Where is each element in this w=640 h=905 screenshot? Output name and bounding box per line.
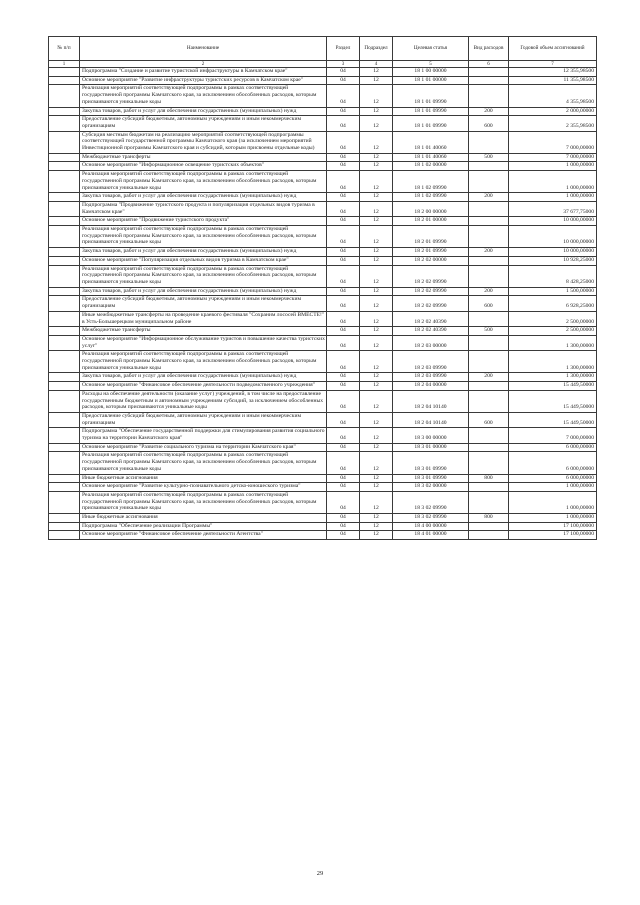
row-number-cell — [49, 107, 80, 116]
row-number-cell — [49, 327, 80, 336]
row-podrazdel-cell: 12 — [360, 327, 393, 336]
row-name-cell: Подпрограмма "Обеспечение государственной поддержки для стимулирования развития социального туризма на территории Камчатского края" — [80, 428, 327, 443]
row-name-cell: Реализация мероприятий соответствующей подпрограммы в рамках соответствующей государственной программы Камчатского края, за исключением обособленных расходов, которым присваиваются уникальные коды — [80, 351, 327, 373]
table-row — [49, 107, 597, 116]
row-target-article-cell: 18 2 03 09990 — [393, 351, 469, 373]
row-expense-type-cell: 200 — [469, 107, 509, 116]
row-podrazdel-cell: 12 — [360, 201, 393, 216]
row-number-cell — [49, 491, 80, 513]
table-row — [49, 351, 597, 373]
row-podrazdel-cell: 12 — [360, 171, 393, 193]
row-amount-cell: 15 449,50000 — [509, 412, 597, 427]
row-podrazdel-cell: 12 — [360, 483, 393, 492]
row-target-article-cell: 18 3 02 09990 — [393, 491, 469, 513]
row-target-article-cell: 18 3 01 09990 — [393, 474, 469, 483]
row-expense-type-cell — [469, 443, 509, 452]
row-name-cell: Реализация мероприятий соответствующей подпрограммы в рамках соответствующей государственной программы Камчатского края, за исключением обособленных расходов, которым присваиваются уникальные коды — [80, 491, 327, 513]
row-number-cell — [49, 311, 80, 326]
row-expense-type-cell — [469, 483, 509, 492]
row-expense-type-cell — [469, 311, 509, 326]
row-number-cell — [49, 162, 80, 171]
col-header-expense-type: Вид расходов — [469, 37, 509, 61]
row-expense-type-cell — [469, 256, 509, 265]
row-target-article-cell: 18 1 01 09990 — [393, 116, 469, 131]
row-target-article-cell: 18 2 01 09990 — [393, 226, 469, 248]
row-number-cell — [49, 171, 80, 193]
row-name-cell: Основное мероприятие "Финансовое обеспечение деятельности Агентства" — [80, 531, 327, 540]
table-row — [49, 131, 597, 153]
row-amount-cell: 4 355,98500 — [509, 85, 597, 107]
row-name-cell: Подпрограмма "Продвижение туристского продукта и популяризация отдельных видов туризма в Камчатском крае" — [80, 201, 327, 216]
row-name-cell: Субсидия местным бюджетам на реализацию мероприятий соответствующей подпрограммы соответствующей государственной программы Камчатского края (за исключением мероприятий Инвестиционной программы Камчатского края и субсидий, которым присвоены отдельные коды) — [80, 131, 327, 153]
row-amount-cell: 7 000,00000 — [509, 153, 597, 162]
row-target-article-cell: 18 3 01 09990 — [393, 452, 469, 474]
row-target-article-cell: 18 2 02 00000 — [393, 256, 469, 265]
row-razdel-cell: 04 — [327, 327, 360, 336]
row-razdel-cell: 04 — [327, 390, 360, 412]
row-amount-cell: 15 449,50000 — [509, 390, 597, 412]
row-number-cell — [49, 217, 80, 226]
row-amount-cell: 10 000,00000 — [509, 226, 597, 248]
row-podrazdel-cell: 12 — [360, 443, 393, 452]
row-podrazdel-cell: 12 — [360, 311, 393, 326]
table-column-numbers-row — [49, 61, 597, 68]
row-amount-cell: 1 300,00000 — [509, 335, 597, 350]
row-number-cell — [49, 193, 80, 202]
table-row — [49, 193, 597, 202]
row-expense-type-cell — [469, 531, 509, 540]
row-amount-cell: 1 000,00000 — [509, 491, 597, 513]
row-amount-cell: 10 000,00000 — [509, 248, 597, 257]
row-target-article-cell: 18 3 00 00000 — [393, 428, 469, 443]
row-number-cell — [49, 226, 80, 248]
row-amount-cell: 1 300,00000 — [509, 373, 597, 382]
row-expense-type-cell: 600 — [469, 412, 509, 427]
row-name-cell: Реализация мероприятий соответствующей подпрограммы в рамках соответствующей государственной программы Камчатского края, за исключением обособленных расходов, которым присваиваются уникальные коды — [80, 226, 327, 248]
row-expense-type-cell: 800 — [469, 514, 509, 523]
row-name-cell: Реализация мероприятий соответствующей подпрограммы в рамках соответствующей государственной программы Камчатского края, за исключением обособленных расходов, которым присваиваются уникальные коды — [80, 265, 327, 287]
table-row — [49, 171, 597, 193]
row-number-cell — [49, 248, 80, 257]
row-podrazdel-cell: 12 — [360, 116, 393, 131]
row-amount-cell: 8 428,25000 — [509, 265, 597, 287]
row-expense-type-cell — [469, 522, 509, 531]
table-row — [49, 522, 597, 531]
row-expense-type-cell — [469, 201, 509, 216]
row-podrazdel-cell: 12 — [360, 452, 393, 474]
col-number: 4 — [360, 61, 393, 68]
row-podrazdel-cell: 12 — [360, 296, 393, 311]
row-name-cell: Предоставление субсидий бюджетным, автономным учреждениям и иным некоммерческим организациям — [80, 412, 327, 427]
row-podrazdel-cell: 12 — [360, 162, 393, 171]
row-podrazdel-cell: 12 — [360, 382, 393, 391]
row-target-article-cell: 18 3 02 00000 — [393, 483, 469, 492]
row-target-article-cell: 18 1 02 00000 — [393, 162, 469, 171]
row-expense-type-cell — [469, 335, 509, 350]
row-amount-cell: 2 500,00000 — [509, 327, 597, 336]
row-podrazdel-cell: 12 — [360, 287, 393, 296]
table-row — [49, 116, 597, 131]
row-number-cell — [49, 68, 80, 77]
row-expense-type-cell: 800 — [469, 474, 509, 483]
row-target-article-cell: 18 2 02 40390 — [393, 311, 469, 326]
table-row — [49, 153, 597, 162]
row-expense-type-cell: 200 — [469, 373, 509, 382]
row-amount-cell: 7 000,00000 — [509, 131, 597, 153]
row-number-cell — [49, 514, 80, 523]
row-amount-cell: 15 449,50000 — [509, 382, 597, 391]
row-number-cell — [49, 335, 80, 350]
table-row — [49, 390, 597, 412]
row-podrazdel-cell: 12 — [360, 217, 393, 226]
row-razdel-cell: 04 — [327, 335, 360, 350]
row-amount-cell: 37 677,75000 — [509, 201, 597, 216]
row-number-cell — [49, 296, 80, 311]
row-target-article-cell: 18 2 04 00000 — [393, 382, 469, 391]
row-amount-cell: 1 000,00000 — [509, 514, 597, 523]
table-row — [49, 335, 597, 350]
row-podrazdel-cell: 12 — [360, 531, 393, 540]
row-name-cell: Межбюджетные трансферты — [80, 327, 327, 336]
row-name-cell: Реализация мероприятий соответствующей подпрограммы в рамках соответствующей государственной программы Камчатского края, за исключением обособленных расходов, которым присваиваются уникальные коды — [80, 171, 327, 193]
table-row — [49, 531, 597, 540]
row-name-cell: Закупка товаров, работ и услуг для обеспечения государственных (муниципальных) нужд — [80, 248, 327, 257]
row-amount-cell: 1 300,00000 — [509, 351, 597, 373]
table-row — [49, 382, 597, 391]
row-name-cell: Подпрограмма "Обеспечение реализации Программы" — [80, 522, 327, 531]
row-name-cell: Основное мероприятие "Информационное обслуживание туристов и повышение качества туристских услуг" — [80, 335, 327, 350]
row-target-article-cell: 18 4 00 00000 — [393, 522, 469, 531]
col-number: 7 — [509, 61, 597, 68]
row-expense-type-cell — [469, 76, 509, 85]
col-number: 3 — [327, 61, 360, 68]
row-podrazdel-cell: 12 — [360, 474, 393, 483]
row-podrazdel-cell: 12 — [360, 522, 393, 531]
row-amount-cell: 11 355,98500 — [509, 76, 597, 85]
row-number-cell — [49, 256, 80, 265]
row-razdel-cell: 04 — [327, 256, 360, 265]
row-target-article-cell: 18 1 01 40060 — [393, 131, 469, 153]
row-number-cell — [49, 483, 80, 492]
row-expense-type-cell: 500 — [469, 327, 509, 336]
row-number-cell — [49, 153, 80, 162]
table-row — [49, 373, 597, 382]
row-amount-cell: 1 000,00000 — [509, 193, 597, 202]
row-amount-cell: 1 000,00000 — [509, 171, 597, 193]
table-row — [49, 412, 597, 427]
row-name-cell: Расходы на обеспечение деятельности (оказание услуг) учреждений, в том числе на предоставление государственным бюджетным и автономным учреждениям субсидий, за исключением обособленных расходов, которым присваиваются уникальные коды — [80, 390, 327, 412]
budget-table — [48, 36, 597, 540]
row-razdel-cell: 04 — [327, 226, 360, 248]
row-expense-type-cell — [469, 226, 509, 248]
row-podrazdel-cell: 12 — [360, 76, 393, 85]
row-expense-type-cell: 200 — [469, 287, 509, 296]
row-name-cell: Реализация мероприятий соответствующей подпрограммы в рамках соответствующей государственной программы Камчатского края, за исключением обособленных расходов, которым присваиваются уникальные коды — [80, 452, 327, 474]
row-amount-cell: 6 000,00000 — [509, 443, 597, 452]
row-amount-cell: 10 000,00000 — [509, 217, 597, 226]
row-target-article-cell: 18 2 03 09990 — [393, 373, 469, 382]
row-razdel-cell: 04 — [327, 531, 360, 540]
col-header-annual-amount: Годовой объем ассигнований — [509, 37, 597, 61]
row-amount-cell: 10 928,25000 — [509, 256, 597, 265]
table-row — [49, 428, 597, 443]
col-number: 1 — [49, 61, 80, 68]
table-row — [49, 483, 597, 492]
row-podrazdel-cell: 12 — [360, 131, 393, 153]
row-number-cell — [49, 201, 80, 216]
row-razdel-cell: 04 — [327, 474, 360, 483]
row-target-article-cell: 18 2 02 40390 — [393, 327, 469, 336]
row-number-cell — [49, 131, 80, 153]
row-number-cell — [49, 116, 80, 131]
row-number-cell — [49, 412, 80, 427]
row-razdel-cell: 04 — [327, 382, 360, 391]
row-name-cell: Иные бюджетные ассигнования — [80, 474, 327, 483]
row-number-cell — [49, 287, 80, 296]
table-row — [49, 76, 597, 85]
row-target-article-cell: 18 2 01 09990 — [393, 248, 469, 257]
row-razdel-cell: 04 — [327, 311, 360, 326]
table-row — [49, 474, 597, 483]
row-podrazdel-cell: 12 — [360, 248, 393, 257]
row-target-article-cell: 18 1 00 00000 — [393, 68, 469, 77]
row-razdel-cell: 04 — [327, 171, 360, 193]
row-target-article-cell: 18 2 01 00000 — [393, 217, 469, 226]
row-target-article-cell: 18 2 02 09990 — [393, 296, 469, 311]
row-podrazdel-cell: 12 — [360, 265, 393, 287]
row-razdel-cell: 04 — [327, 412, 360, 427]
row-target-article-cell: 18 2 04 10140 — [393, 412, 469, 427]
row-amount-cell: 17 100,00000 — [509, 522, 597, 531]
row-name-cell: Подпрограмма "Создание и развитие туристской инфраструктуры в Камчатском крае" — [80, 68, 327, 77]
col-number: 5 — [393, 61, 469, 68]
row-number-cell — [49, 428, 80, 443]
table-body — [49, 68, 597, 540]
row-target-article-cell: 18 3 02 09990 — [393, 514, 469, 523]
row-podrazdel-cell: 12 — [360, 390, 393, 412]
row-podrazdel-cell: 12 — [360, 85, 393, 107]
table-row — [49, 296, 597, 311]
row-razdel-cell: 04 — [327, 483, 360, 492]
row-amount-cell: 1 000,00000 — [509, 162, 597, 171]
row-expense-type-cell: 200 — [469, 248, 509, 257]
row-name-cell: Закупка товаров, работ и услуг для обеспечения государственных (муниципальных) нужд — [80, 193, 327, 202]
row-razdel-cell: 04 — [327, 153, 360, 162]
table-row — [49, 68, 597, 77]
row-number-cell — [49, 531, 80, 540]
row-expense-type-cell — [469, 452, 509, 474]
row-amount-cell: 2 000,00000 — [509, 107, 597, 116]
row-name-cell: Иные бюджетные ассигнования — [80, 514, 327, 523]
row-razdel-cell: 04 — [327, 265, 360, 287]
row-name-cell: Межбюджетные трансферты — [80, 153, 327, 162]
col-number: 2 — [80, 61, 327, 68]
table-header-row — [49, 37, 597, 61]
row-expense-type-cell — [469, 428, 509, 443]
row-number-cell — [49, 373, 80, 382]
row-target-article-cell: 18 2 02 09990 — [393, 265, 469, 287]
row-amount-cell: 17 100,00000 — [509, 531, 597, 540]
row-name-cell: Закупка товаров, работ и услуг для обеспечения государственных (муниципальных) нужд — [80, 287, 327, 296]
row-name-cell: Иные межбюджетные трансферты на проведение краевого фестиваля "Сохраним лососей ВМЕСТЕ!" в Усть-Большерецком муниципальном районе — [80, 311, 327, 326]
row-expense-type-cell — [469, 131, 509, 153]
row-expense-type-cell: 500 — [469, 153, 509, 162]
row-podrazdel-cell: 12 — [360, 491, 393, 513]
row-name-cell: Основное мероприятие "Развитие социального туризма на территории Камчатского края" — [80, 443, 327, 452]
col-header-number: № п/п — [49, 37, 80, 61]
col-header-name: Наименование — [80, 37, 327, 61]
row-expense-type-cell — [469, 351, 509, 373]
row-amount-cell: 2 355,98500 — [509, 116, 597, 131]
row-target-article-cell: 18 4 01 00000 — [393, 531, 469, 540]
table-row — [49, 311, 597, 326]
row-razdel-cell: 04 — [327, 452, 360, 474]
row-target-article-cell: 18 2 03 00000 — [393, 335, 469, 350]
row-razdel-cell: 04 — [327, 522, 360, 531]
col-number: 6 — [469, 61, 509, 68]
row-podrazdel-cell: 12 — [360, 226, 393, 248]
row-number-cell — [49, 265, 80, 287]
row-number-cell — [49, 85, 80, 107]
row-name-cell: Предоставление субсидий бюджетным, автономным учреждениям и иным некоммерческим организациям — [80, 296, 327, 311]
row-razdel-cell: 04 — [327, 85, 360, 107]
row-number-cell — [49, 351, 80, 373]
row-expense-type-cell — [469, 491, 509, 513]
row-podrazdel-cell: 12 — [360, 428, 393, 443]
row-razdel-cell: 04 — [327, 116, 360, 131]
row-name-cell: Реализация мероприятий соответствующей подпрограммы в рамках соответствующей государственной программы Камчатского края, за исключением обособленных расходов, которым присваиваются уникальные коды — [80, 85, 327, 107]
row-number-cell — [49, 474, 80, 483]
row-name-cell: Основное мероприятие "Развитие культурно-познавательного детско-юношеского туризма" — [80, 483, 327, 492]
row-razdel-cell: 04 — [327, 201, 360, 216]
row-podrazdel-cell: 12 — [360, 351, 393, 373]
col-header-podrazdel: Подраздел — [360, 37, 393, 61]
table-row — [49, 248, 597, 257]
row-podrazdel-cell: 12 — [360, 68, 393, 77]
col-header-razdel: Раздел — [327, 37, 360, 61]
row-razdel-cell: 04 — [327, 443, 360, 452]
table-row — [49, 217, 597, 226]
row-target-article-cell: 18 3 01 00000 — [393, 443, 469, 452]
row-name-cell: Основное мероприятие "Финансовое обеспечение деятельности подведомственного учреждения" — [80, 382, 327, 391]
row-expense-type-cell — [469, 85, 509, 107]
row-expense-type-cell: 600 — [469, 116, 509, 131]
row-target-article-cell: 18 1 02 09990 — [393, 193, 469, 202]
row-razdel-cell: 04 — [327, 162, 360, 171]
row-expense-type-cell — [469, 265, 509, 287]
row-podrazdel-cell: 12 — [360, 153, 393, 162]
row-razdel-cell: 04 — [327, 217, 360, 226]
row-target-article-cell: 18 1 01 09990 — [393, 85, 469, 107]
row-expense-type-cell — [469, 382, 509, 391]
row-podrazdel-cell: 12 — [360, 373, 393, 382]
row-razdel-cell: 04 — [327, 491, 360, 513]
table-row — [49, 452, 597, 474]
row-amount-cell: 6 000,00000 — [509, 474, 597, 483]
row-podrazdel-cell: 12 — [360, 412, 393, 427]
row-expense-type-cell — [469, 162, 509, 171]
row-razdel-cell: 04 — [327, 131, 360, 153]
row-number-cell — [49, 382, 80, 391]
table-row — [49, 327, 597, 336]
row-name-cell: Основное мероприятие "Популяризация отдельных видов туризма в Камчатском крае" — [80, 256, 327, 265]
row-number-cell — [49, 452, 80, 474]
row-podrazdel-cell: 12 — [360, 193, 393, 202]
row-amount-cell: 1 500,00000 — [509, 287, 597, 296]
table-row — [49, 226, 597, 248]
row-target-article-cell: 18 2 02 09990 — [393, 287, 469, 296]
table-row — [49, 514, 597, 523]
row-name-cell: Основное мероприятие "Продвижение туристского продукта" — [80, 217, 327, 226]
row-podrazdel-cell: 12 — [360, 107, 393, 116]
row-expense-type-cell — [469, 390, 509, 412]
row-razdel-cell: 04 — [327, 248, 360, 257]
row-target-article-cell: 18 1 02 09990 — [393, 171, 469, 193]
row-podrazdel-cell: 12 — [360, 335, 393, 350]
table-row — [49, 265, 597, 287]
row-name-cell: Основное мероприятие "Развитие инфраструктуры туристских ресурсов в Камчатском крае" — [80, 76, 327, 85]
row-name-cell: Основное мероприятие "Информационное освещение туристских объектов" — [80, 162, 327, 171]
table-row — [49, 491, 597, 513]
row-amount-cell: 2 500,00000 — [509, 311, 597, 326]
table-row — [49, 256, 597, 265]
row-expense-type-cell: 200 — [469, 193, 509, 202]
row-podrazdel-cell: 12 — [360, 256, 393, 265]
row-name-cell: Предоставление субсидий бюджетным, автономным учреждениям и иным некоммерческим организациям — [80, 116, 327, 131]
row-amount-cell: 1 000,00000 — [509, 483, 597, 492]
row-number-cell — [49, 522, 80, 531]
table-row — [49, 162, 597, 171]
row-number-cell — [49, 76, 80, 85]
row-amount-cell: 6 928,25000 — [509, 296, 597, 311]
row-expense-type-cell — [469, 68, 509, 77]
page-number: 29 — [316, 870, 324, 877]
row-razdel-cell: 04 — [327, 296, 360, 311]
row-razdel-cell: 04 — [327, 76, 360, 85]
row-razdel-cell: 04 — [327, 351, 360, 373]
row-target-article-cell: 18 2 00 00000 — [393, 201, 469, 216]
table-row — [49, 443, 597, 452]
row-target-article-cell: 18 2 04 10140 — [393, 390, 469, 412]
row-razdel-cell: 04 — [327, 373, 360, 382]
row-amount-cell: 6 000,00000 — [509, 452, 597, 474]
row-expense-type-cell: 600 — [469, 296, 509, 311]
row-podrazdel-cell: 12 — [360, 514, 393, 523]
row-name-cell: Закупка товаров, работ и услуг для обеспечения государственных (муниципальных) нужд — [80, 107, 327, 116]
row-razdel-cell: 04 — [327, 107, 360, 116]
row-target-article-cell: 18 1 01 00000 — [393, 76, 469, 85]
row-razdel-cell: 04 — [327, 287, 360, 296]
table-row — [49, 85, 597, 107]
row-razdel-cell: 04 — [327, 428, 360, 443]
row-target-article-cell: 18 1 01 09990 — [393, 107, 469, 116]
row-name-cell: Закупка товаров, работ и услуг для обеспечения государственных (муниципальных) нужд — [80, 373, 327, 382]
row-razdel-cell: 04 — [327, 193, 360, 202]
row-amount-cell: 7 000,00000 — [509, 428, 597, 443]
row-amount-cell: 12 355,98500 — [509, 68, 597, 77]
row-razdel-cell: 04 — [327, 514, 360, 523]
row-razdel-cell: 04 — [327, 68, 360, 77]
row-number-cell — [49, 443, 80, 452]
col-header-target-article: Целевая статья — [393, 37, 469, 61]
table-row — [49, 287, 597, 296]
row-number-cell — [49, 390, 80, 412]
row-expense-type-cell — [469, 217, 509, 226]
table-row — [49, 201, 597, 216]
row-target-article-cell: 18 1 01 40060 — [393, 153, 469, 162]
row-expense-type-cell — [469, 171, 509, 193]
